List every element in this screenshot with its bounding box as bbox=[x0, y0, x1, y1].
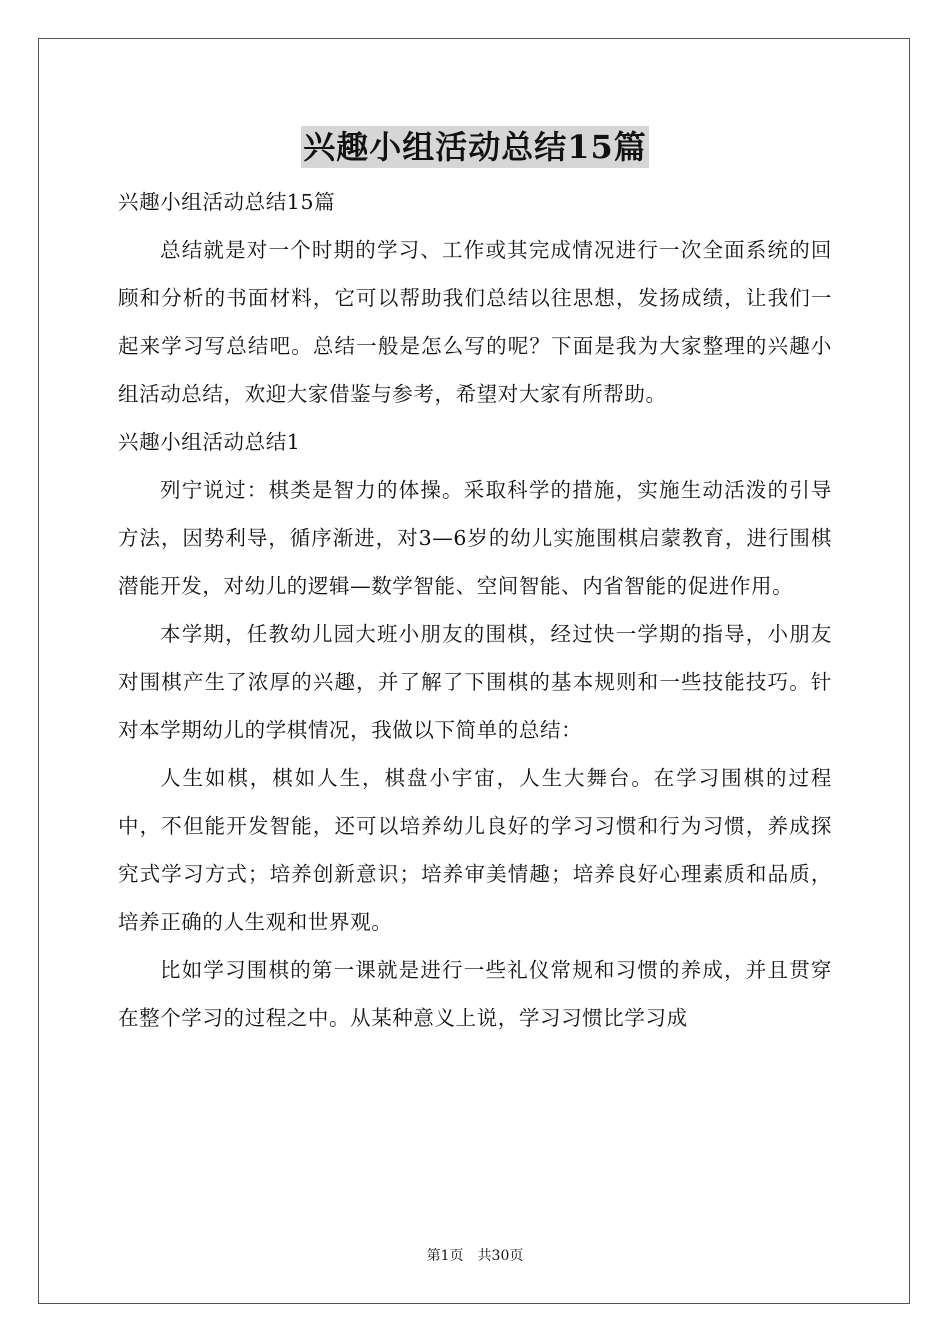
document-title: 兴趣小组活动总结15篇 bbox=[303, 128, 647, 166]
title-container bbox=[0, 126, 950, 168]
paragraph-intro: 总结就是对一个时期的学习、工作或其完成情况进行一次全面系统的回顾和分析的书面材料，它可以帮助我们总结以往思想，发扬成绩，让我们一起来学习写总结吧。总结一般是怎么写的呢？下面是我为大家整理的兴趣小组活动总结，欢迎大家借鉴与参考，希望对大家有所帮助。 bbox=[118, 238, 832, 406]
paragraph-subtitle: 兴趣小组活动总结15篇 bbox=[118, 190, 336, 214]
section-heading-1: 兴趣小组活动总结1 bbox=[118, 430, 301, 454]
paragraph-first-lesson: 比如学习围棋的第一课就是进行一些礼仪常规和习惯的养成，并且贯穿在整个学习的过程之中。从某种意义上说，学习习惯比学习成 bbox=[118, 958, 832, 1030]
page-footer bbox=[0, 1246, 950, 1266]
paragraph-lenin-quote: 列宁说过：棋类是智力的体操。采取科学的措施，实施生动活泼的引导方法，因势利导，循序渐进，对3—6岁的幼儿实施围棋启蒙教育，进行围棋潜能开发，对幼儿的逻辑—数学智能、空间智能、内省智能的促进作用。 bbox=[118, 478, 832, 598]
document-body bbox=[118, 178, 832, 1042]
page-number: 第1页 bbox=[426, 1248, 464, 1264]
page-total: 共30页 bbox=[477, 1248, 524, 1264]
paragraph-semester: 本学期，任教幼儿园大班小朋友的围棋，经过快一学期的指导，小朋友对围棋产生了浓厚的兴趣，并了解了下围棋的基本规则和一些技能技巧。针对本学期幼儿的学棋情况，我做以下简单的总结： bbox=[118, 622, 832, 742]
paragraph-life-chess: 人生如棋，棋如人生，棋盘小宇宙，人生大舞台。在学习围棋的过程中，不但能开发智能，还可以培养幼儿良好的学习习惯和行为习惯，养成探究式学习方式；培养创新意识；培养审美情趣；培养良好心理素质和品质，培养正确的人生观和世界观。 bbox=[118, 766, 832, 934]
